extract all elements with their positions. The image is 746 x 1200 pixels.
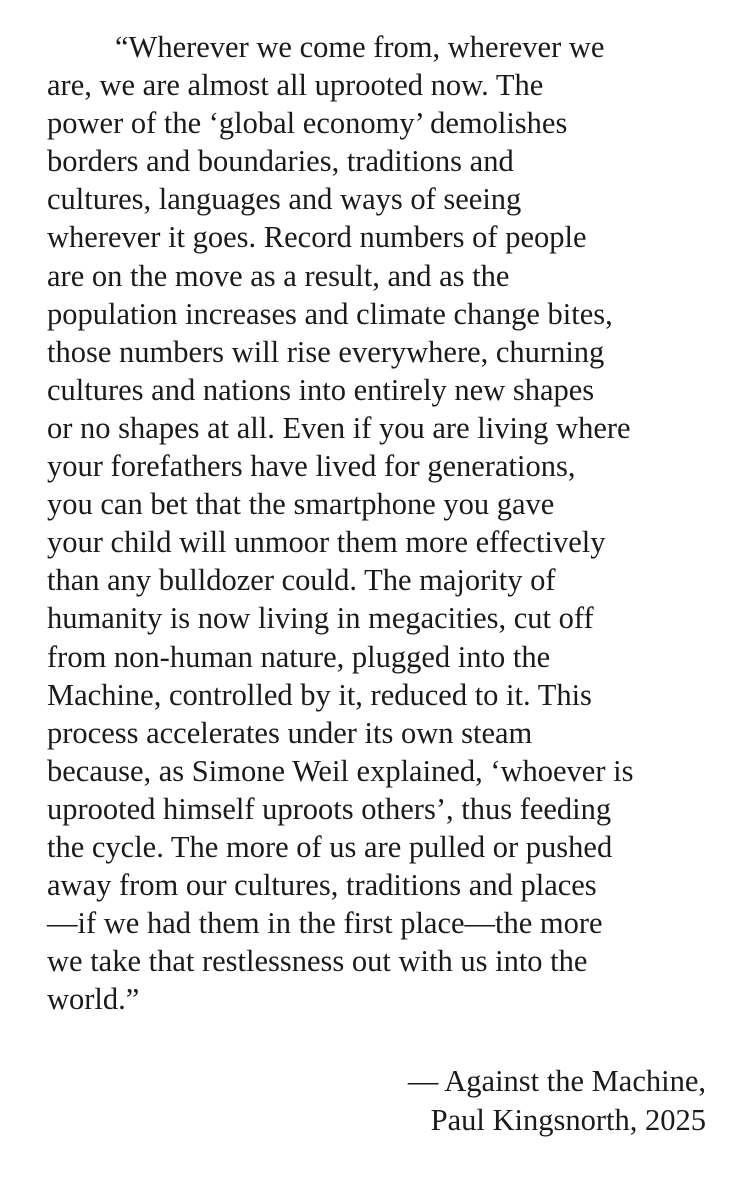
quote-line: or no shapes at all. Even if you are living where (47, 410, 631, 445)
quote-line: wherever it goes. Record numbers of people (47, 220, 587, 255)
quote-line: cultures and nations into entirely new shapes (47, 372, 595, 407)
quote-line: uprooted himself uproots others’, thus feeding (47, 791, 612, 826)
attribution (408, 1062, 706, 1139)
quote-line: borders and boundaries, traditions and (47, 144, 514, 179)
quote-line: world.” (47, 982, 140, 1017)
quote-line: your forefathers have lived for generations, (47, 449, 576, 484)
quote-line: are on the move as a result, and as the (47, 258, 510, 293)
quote-line: because, as Simone Weil explained, ‘whoever is (47, 753, 634, 788)
quote-line: cultures, languages and ways of seeing (47, 182, 522, 217)
quote-line: process accelerates under its own steam (47, 715, 533, 750)
quote-line: those numbers will rise everywhere, churning (47, 334, 605, 369)
quote-line: away from our cultures, traditions and places (47, 868, 597, 903)
quote-block (47, 28, 707, 1018)
quote-line: the cycle. The more of us are pulled or pushed (47, 829, 613, 864)
quote-line: “Wherever we come from, wherever we (115, 30, 605, 64)
quote-line: Machine, controlled by it, reduced to it. This (47, 677, 592, 712)
quote-line: we take that restlessness out with us into the (47, 944, 588, 979)
attribution-title: — Against the Machine, (407, 1064, 706, 1098)
quote-line: are, we are almost all uprooted now. The (47, 68, 544, 103)
quote-line: humanity is now living in megacities, cut off (47, 601, 594, 636)
quote-line: you can bet that the smartphone you gave (47, 487, 555, 522)
quote-line: from non-human nature, plugged into the (47, 639, 551, 674)
quote-line: population increases and climate change bites, (47, 296, 613, 331)
quote-line: than any bulldozer could. The majority of (47, 563, 556, 598)
quote-line: —if we had them in the first place—the more (47, 906, 603, 941)
quote-line: your child will unmoor them more effectively (47, 525, 606, 560)
quote-line: power of the ‘global economy’ demolishes (47, 106, 568, 141)
attribution-author: Paul Kingsnorth, 2025 (430, 1102, 706, 1137)
